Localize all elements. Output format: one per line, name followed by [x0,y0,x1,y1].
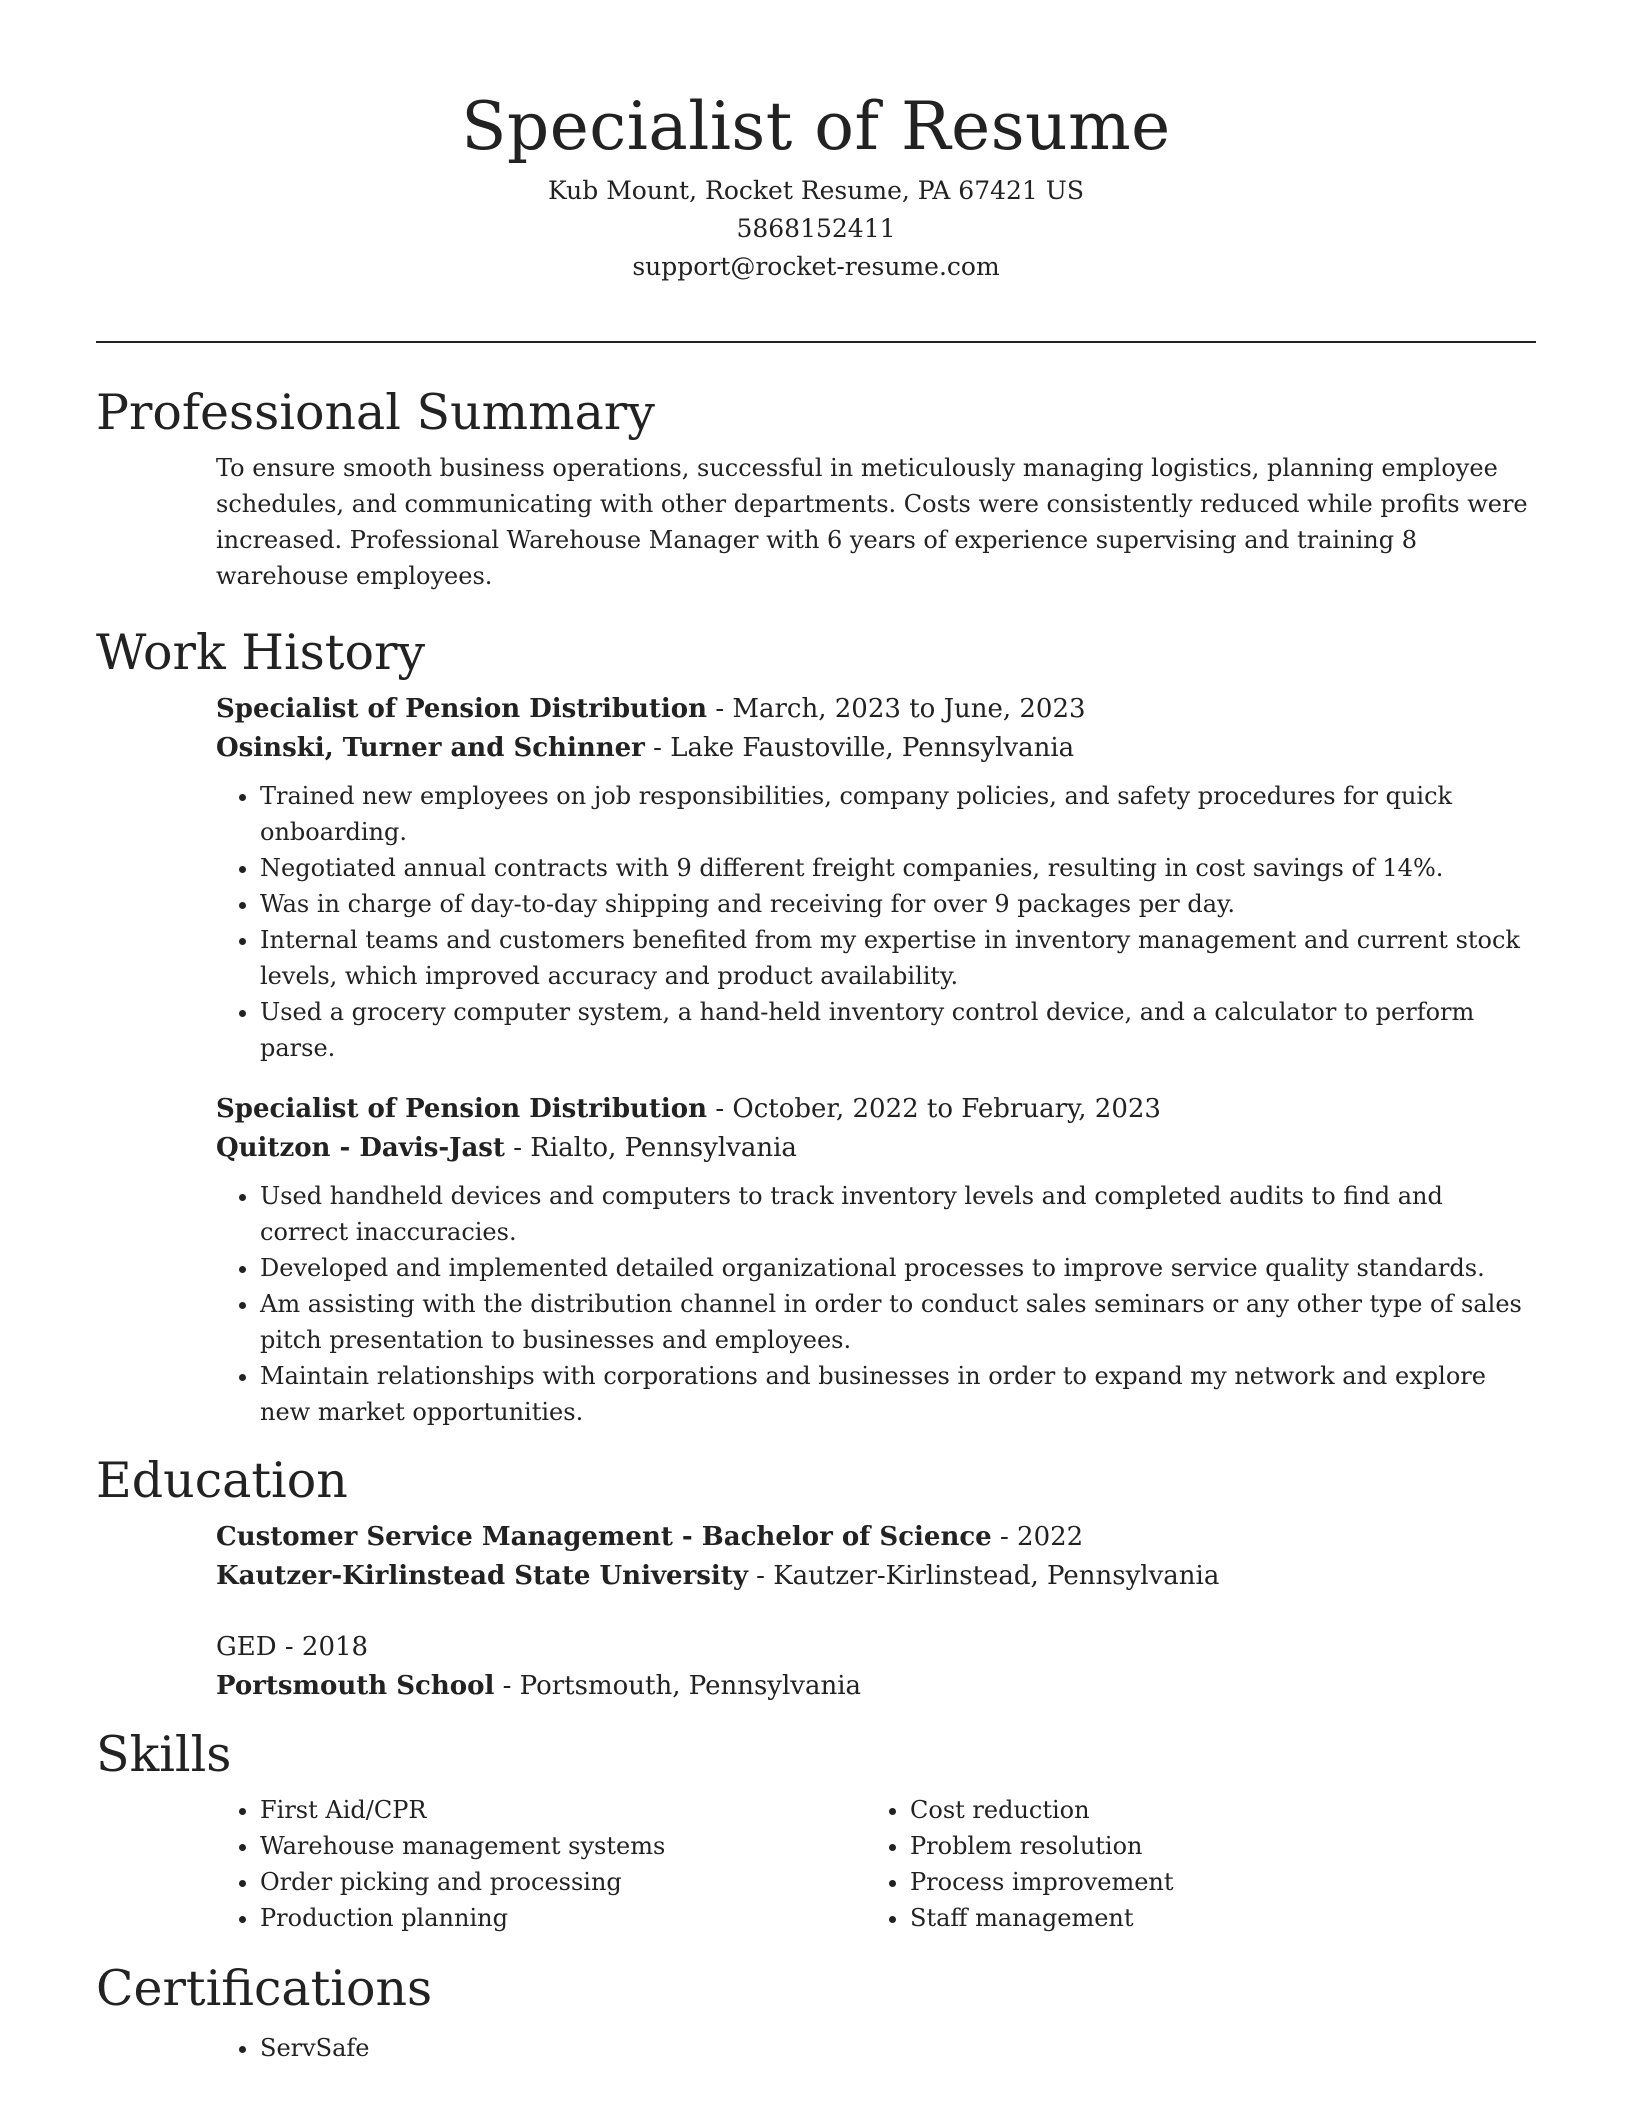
skill-item: • Warehouse management systems [260,1828,866,1864]
job-bullet: • Used handheld devices and computers to track inventory levels and completed audits to find and correct inaccuracies. [260,1178,1536,1250]
job-bullet: • Am assisting with the distribution channel in order to conduct sales seminars or any other type of sales pitch presentation to businesses and employees. [260,1286,1536,1358]
education-degree: Customer Service Management - Bachelor of Science [216,1522,992,1552]
certifications-list [216,2030,1536,2066]
job-bullet: • Was in charge of day-to-day shipping and receiving for over 9 packages per day. [260,886,1536,922]
education-location: - Kautzer-Kirlinstead, Pennsylvania [747,1561,1220,1591]
work-history-section [216,690,1536,1430]
skill-item: • Process improvement [910,1864,1516,1900]
job-company: Quitzon - Davis-Jast [216,1133,505,1163]
education-entry [216,1518,1536,1596]
candidate-name: Specialist of Resume [461,88,1171,165]
job-bullet: • Trained new employees on job responsibilities, company policies, and safety procedures for quick onboarding. [260,778,1536,850]
job-company-line [216,729,1536,768]
job-location: - Rialto, Pennsylvania [504,1133,797,1163]
skills-section [216,1792,1536,1936]
resume-header [96,82,1536,286]
job-position: Specialist of Pension Distribution [216,694,708,724]
job-bullet: • Used a grocery computer system, a hand-held inventory control device, and a calculator to perform parse. [260,994,1536,1066]
education-school: Kautzer-Kirlinstead State University [216,1561,748,1591]
job-bullet: • Internal teams and customers benefited from my expertise in inventory management and current stock levels, which improved accuracy and product availability. [260,922,1536,994]
skill-item: • Problem resolution [910,1828,1516,1864]
job-entry [216,1090,1536,1430]
summary-section [216,450,1536,594]
skill-item: • Cost reduction [910,1792,1516,1828]
contact-address: Kub Mount, Rocket Resume, PA 67421 US [548,176,1084,205]
skills-list [216,1792,866,1936]
work-history-heading: Work History [96,624,426,681]
job-bullet: • Maintain relationships with corporations and businesses in order to expand my network and explore new market opportunities. [260,1358,1536,1430]
skill-item: • Staff management [910,1900,1516,1936]
skills-column-right [866,1792,1516,1936]
summary-heading: Professional Summary [96,384,655,441]
education-school-line [216,1667,1536,1706]
education-entry [216,1628,1536,1706]
skills-heading: Skills [96,1726,232,1783]
job-bullet: • Developed and implemented detailed organizational processes to improve service quality standards. [260,1250,1536,1286]
job-title-line [216,690,1536,729]
education-school: Portsmouth School [216,1671,495,1701]
education-location: - Portsmouth, Pennsylvania [494,1671,862,1701]
skills-grid [216,1792,1536,1936]
job-position: Specialist of Pension Distribution [216,1094,708,1124]
education-degree-line [216,1518,1536,1557]
job-bullets [216,1178,1536,1430]
education-school-line [216,1557,1536,1596]
job-dates: - October, 2022 to February, 2023 [707,1094,1161,1124]
skill-item: • Order picking and processing [260,1864,866,1900]
job-entry [216,690,1536,1066]
skill-item: • Production planning [260,1900,866,1936]
summary-text: To ensure smooth business operations, successful in meticulously managing logistics, planning employee schedules, and communicating with other departments. Costs were consistently reduced while profits were increased. Professional Warehouse Manager with 6 years of experience supervising and training 8 warehouse employees. [216,454,1528,590]
job-company: Osinski, Turner and Schinner [216,733,645,763]
resume-content [96,376,1536,2090]
job-title-line [216,1090,1536,1129]
contact-phone: 5868152411 [736,214,896,243]
job-dates: - March, 2023 to June, 2023 [707,694,1086,724]
skill-item: • First Aid/CPR [260,1792,866,1828]
job-bullets [216,778,1536,1066]
header-divider [96,341,1536,343]
contact-email: support@rocket-resume.com [632,252,1000,281]
certification-item: • ServSafe [260,2030,1536,2066]
job-bullet: • Negotiated annual contracts with 9 different freight companies, resulting in cost savings of 14%. [260,850,1536,886]
education-year: - 2022 [991,1522,1084,1552]
job-company-line [216,1129,1536,1168]
certifications-heading: Certifications [96,1960,433,2017]
education-heading: Education [96,1452,348,1509]
education-degree-line [216,1628,1536,1667]
certifications-section [216,2030,1536,2066]
job-location: - Lake Faustoville, Pennsylvania [644,733,1075,763]
skills-list [866,1792,1516,1936]
education-section [216,1518,1536,1706]
education-year: GED - 2018 [216,1632,369,1662]
skills-column-left [216,1792,866,1936]
